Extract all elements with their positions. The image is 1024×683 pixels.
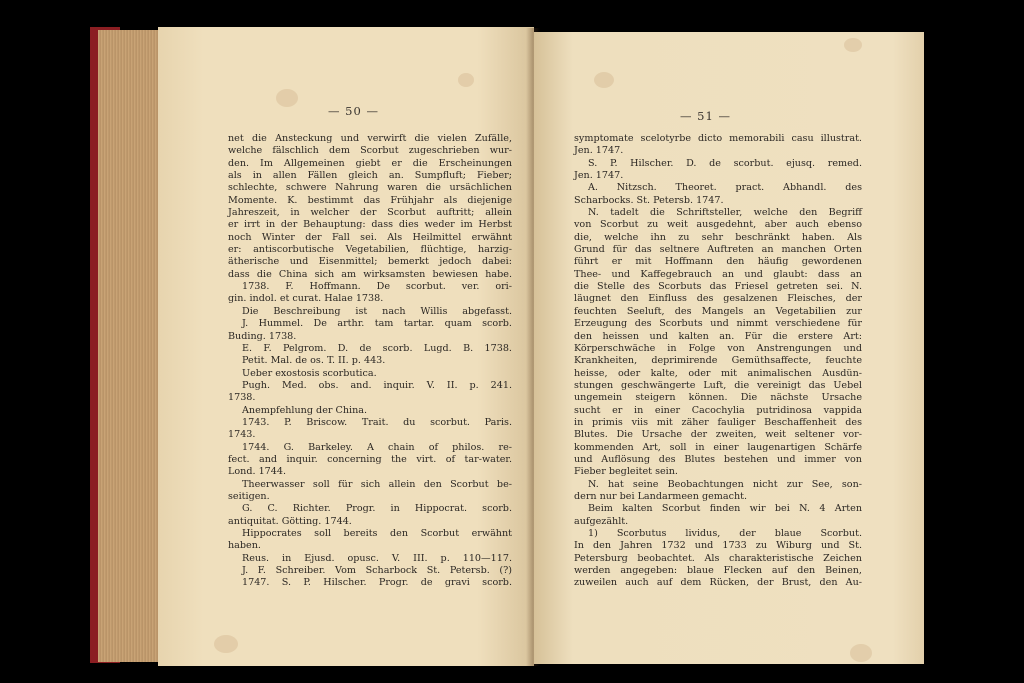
text-line: Körperschwäche in Folge von Anstrengungen und: [574, 342, 862, 354]
text-line: den. Im Allgemeinen giebt er die Erscheinungen: [228, 157, 512, 169]
text-line: 1744. G. Barkeley. A chain of philos. re-: [242, 441, 512, 453]
text-line: Reus. in Ejusd. opusc. V. III. p. 110—117.: [242, 552, 512, 564]
text-line: sucht er in einer Cacochylia putridinosa vappida: [574, 404, 862, 416]
right-page-body: [574, 133, 862, 590]
paper-stain: [458, 73, 474, 87]
text-line: seitigen.: [228, 490, 270, 502]
text-line: dern nur bei Landarmeen gemacht.: [574, 490, 748, 502]
text-line: N. hat seine Beobachtungen nicht zur See, son-: [588, 478, 862, 490]
text-line: Scharbocks. St. Petersb. 1747.: [574, 194, 724, 206]
left-page: [158, 27, 534, 666]
text-line: Thee- und Kaffegebrauch an und glaubt: dass an: [574, 268, 862, 280]
text-line: Petit. Mal. de os. T. II. p. 443.: [242, 355, 386, 367]
text-line: und Auflösung des Blutes bestehen und immer von: [574, 453, 862, 465]
text-line: in primis viis mit zäher fauliger Beschaffenheit des: [574, 416, 862, 428]
text-line: ätherische und Eisenmittel; bemerkt jedoch dabei:: [228, 256, 512, 268]
text-line: gin. indol. et curat. Halae 1738.: [228, 293, 384, 305]
text-line: J. Hummel. De arthr. tam tartar. quam scorb.: [242, 318, 512, 330]
text-line: 1738.: [228, 392, 256, 404]
text-line: ungemein steigern können. Die nächste Ursache: [574, 392, 862, 404]
text-line: stungen geschwängerte Luft, die vereinigt das Uebel: [574, 379, 862, 391]
text-line: 1743.: [228, 429, 256, 441]
paper-stain: [276, 89, 298, 107]
paper-stain: [844, 38, 862, 52]
text-line: 1738. F. Hoffmann. De scorbut. ver. ori-: [242, 281, 512, 293]
text-line: Grund für das seltnere Auftreten an manchen Orten: [574, 244, 862, 256]
text-line: symptomate scelotyrbe dicto memorabili casu illustrat.: [574, 133, 862, 144]
right-page: [534, 32, 924, 664]
text-line: führt er mit Hoffmann den häufig gewordenen: [574, 256, 862, 268]
text-line: Theerwasser soll für sich allein den Scorbut be-: [242, 478, 512, 490]
text-line: 1743. P. Briscow. Trait. du scorbut. Paris.: [242, 416, 512, 428]
text-line: noch Winter der Fall sei. Als Heilmittel erwähnt: [228, 231, 512, 243]
text-line: die Stelle des Scorbuts das Friesel getreten sei. N.: [574, 281, 862, 293]
text-line: läugnet den Einfluss des gesalzenen Fleisches, der: [574, 293, 862, 305]
text-line: von Scorbut zu weit ausgedehnt, aber auch ebenso: [574, 219, 862, 231]
text-line: Jen. 1747.: [574, 145, 624, 157]
text-line: feuchten Seeluft, des Mangels an Vegetabilien zur: [574, 305, 862, 317]
text-line: Ueber exostosis scorbutica.: [242, 367, 377, 379]
page-number: — 51 —: [680, 109, 731, 123]
text-line: Die Beschreibung ist nach Willis abgefasst.: [242, 305, 512, 317]
page-number: — 50 —: [328, 104, 379, 118]
text-line: welche fälschlich dem Scorbut zugeschrieben wur-: [228, 145, 512, 157]
text-line: fect. and inquir. concerning the virt. of tar-water.: [228, 453, 512, 465]
text-line: heisse, oder kalte, oder mit animalischen Ausdün-: [574, 367, 862, 379]
text-line: dass die China sich am wirksamsten bewiesen habe.: [228, 268, 512, 280]
text-line: net die Ansteckung und verwirft die vielen Zufälle,: [228, 133, 512, 144]
text-line: Fieber begleitet sein.: [574, 466, 678, 478]
text-line: Lond. 1744.: [228, 466, 287, 478]
paper-stain: [850, 644, 872, 662]
text-line: In den Jahren 1732 und 1733 zu Wiburg und St.: [574, 540, 862, 552]
text-line: schlechte, schwere Nahrung waren die ursächlichen: [228, 182, 512, 194]
paper-stain: [214, 635, 238, 653]
text-line: er irrt in der Behauptung: dass dies weder im Herbst: [228, 219, 512, 231]
paper-stain: [594, 72, 614, 88]
text-line: J. F. Schreiber. Vom Scharbock St. Petersb. (?): [242, 565, 512, 577]
text-line: Petersburg beobachtet. Als charakteristische Zeichen: [574, 552, 862, 564]
text-line: zuweilen auch auf dem Rücken, der Brust, den Au-: [574, 577, 862, 589]
text-line: Jahreszeit, in welcher der Scorbut auftritt; allein: [228, 207, 512, 219]
text-line: Pugh. Med. obs. and. inquir. V. II. p. 241.: [242, 379, 512, 391]
text-line: Jen. 1747.: [574, 170, 624, 182]
text-line: er: antiscorbutische Vegetabilien, flüchtige, harzig-: [228, 244, 512, 256]
text-line: 1747. S. P. Hilscher. Progr. de gravi scorb.: [242, 577, 512, 589]
text-line: Krankheiten, deprimirende Gemüthsaffecte, feuchte: [574, 355, 862, 367]
text-line: als in allen Fällen gleich an. Sumpfluft; Fieber;: [228, 170, 512, 182]
text-line: 1) Scorbutus lividus, der blaue Scorbut.: [588, 528, 862, 539]
page-edges: [98, 30, 162, 662]
text-line: Blutes. Die Ursache der zweiten, weit seltener vor-: [574, 429, 862, 441]
text-line: E. F. Pelgrom. D. de scorb. Lugd. B. 1738.: [242, 342, 512, 354]
text-line: kommenden Art, soll in einer laugenartigen Schärfe: [574, 441, 862, 453]
text-line: Beim kalten Scorbut finden wir bei N. 4 Arten: [588, 503, 862, 515]
text-line: den heissen und kalten an. Für die erstere Art:: [574, 330, 862, 342]
text-line: A. Nitzsch. Theoret. pract. Abhandl. des: [588, 182, 862, 194]
text-line: Hippocrates soll bereits den Scorbut erwähnt: [242, 528, 512, 539]
text-line: Buding. 1738.: [228, 330, 297, 342]
text-line: haben.: [228, 540, 261, 552]
text-line: aufgezählt.: [574, 515, 629, 527]
text-line: Erzeugung des Scorbuts und nimmt verschiedene für: [574, 318, 862, 330]
text-line: Momente. K. bestimmt das Frühjahr als diejenige: [228, 194, 512, 206]
left-page-body: [228, 133, 512, 590]
text-line: antiquitat. Götting. 1744.: [228, 515, 352, 527]
text-line: Anempfehlung der China.: [242, 404, 368, 416]
text-line: werden angegeben: blaue Flecken auf den Beinen,: [574, 565, 862, 577]
text-line: S. P. Hilscher. D. de scorbut. ejusq. remed.: [588, 157, 862, 169]
text-line: G. C. Richter. Progr. in Hippocrat. scorb.: [242, 503, 512, 515]
text-line: N. tadelt die Schriftsteller, welche den Begriff: [588, 207, 862, 219]
text-line: die, welche ihn zu sehr beschränkt haben. Als: [574, 231, 862, 243]
